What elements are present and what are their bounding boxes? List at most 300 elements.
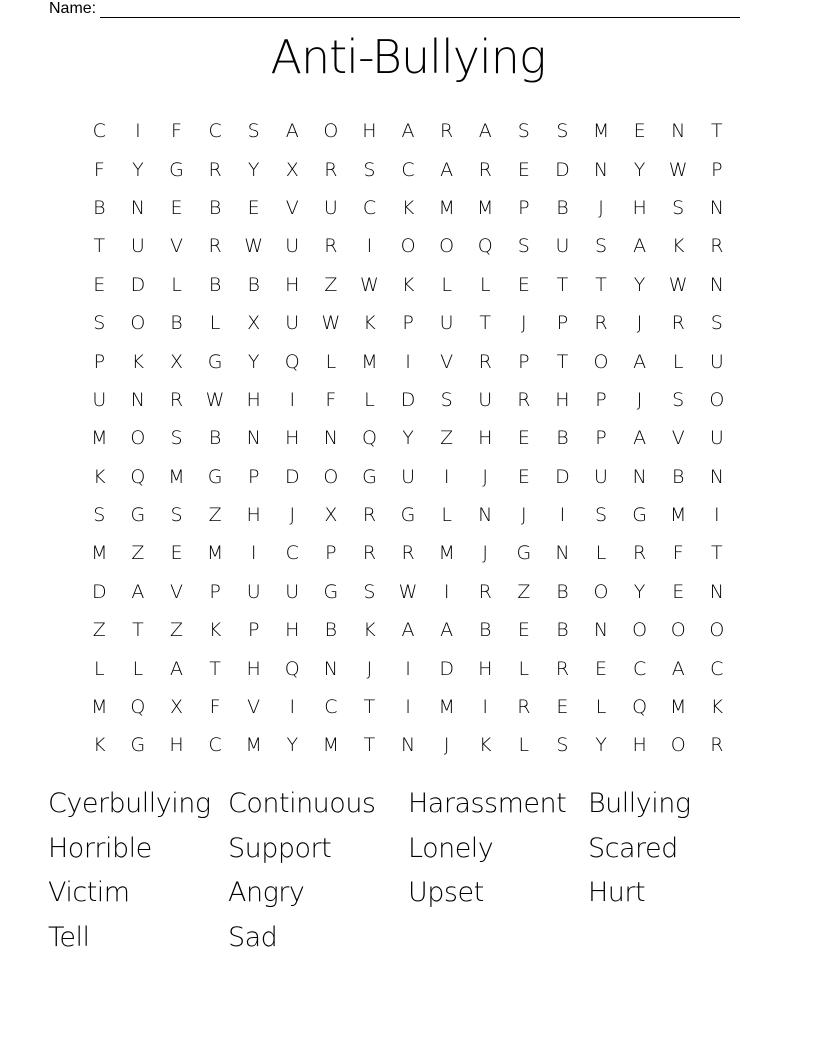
grid-letter: L [209,312,221,335]
grid-letter: R [594,312,608,335]
grid-letter: Y [595,734,607,757]
grid-letter: U [709,350,724,373]
word-bank-item: Scared [588,832,678,864]
grid-letter: B [556,427,569,450]
word-bank-item: Victim [48,877,130,908]
letter-grid [80,112,736,765]
grid-letter: T [363,696,376,719]
grid-letter: R [208,235,222,258]
grid-letter: H [285,427,300,450]
grid-letter: B [93,196,106,219]
grid-letter: B [247,273,260,296]
grid-letter: C [208,120,222,143]
grid-letter: T [556,273,569,296]
grid-letter: E [170,196,183,219]
grid-letter: K [401,273,415,296]
grid-letter: L [595,542,607,565]
grid-letter: B [479,619,492,642]
grid-letter: N [593,158,609,181]
word-bank-item: Horrible [48,832,152,864]
grid-letter: T [479,312,492,335]
grid-letter: T [710,542,723,565]
grid-letter: W [205,388,225,411]
grid-letter: N [130,196,145,219]
grid-letter: P [402,312,414,335]
grid-letter: O [670,734,686,757]
grid-letter: I [405,657,411,680]
grid-letter: P [556,312,569,335]
grid-letter: H [555,388,570,411]
grid-letter: K [401,196,415,219]
grid-letter: F [209,696,221,719]
grid-letter: K [93,465,106,488]
grid-letter: I [559,504,566,527]
grid-letter: H [285,619,300,642]
grid-letter: O [709,619,725,642]
grid-letter: B [671,465,685,488]
grid-letter: N [632,465,647,488]
grid-letter: U [323,196,338,219]
grid-letter: S [170,427,183,450]
grid-letter: B [556,196,569,219]
grid-letter: L [94,657,105,680]
grid-letter: K [93,734,106,757]
grid-letter: R [478,580,492,603]
grid-letter: P [711,158,723,181]
grid-letter: X [285,158,299,181]
grid-letter: I [443,580,450,603]
name-field[interactable] [49,0,740,18]
grid-letter: E [595,657,608,680]
grid-letter: C [92,120,106,143]
grid-letter: G [207,350,223,373]
grid-letter: V [440,350,454,373]
grid-letter: U [246,580,261,603]
grid-letter: H [246,388,261,411]
grid-letter: A [633,235,647,258]
grid-letter: M [592,120,610,143]
grid-letter: P [595,388,607,411]
grid-letter: X [247,312,261,335]
grid-letter: C [401,158,415,181]
grid-letter: N [555,542,570,565]
grid-letter: M [322,734,340,757]
word-bank-item: Upset [408,877,484,908]
grid-letter: Y [402,427,414,450]
grid-letter: Q [284,350,300,373]
grid-letter: H [169,734,184,757]
grid-letter: O [632,619,648,642]
grid-letter: G [130,734,146,757]
grid-letter: O [593,350,609,373]
grid-letter: R [478,158,492,181]
grid-letter: H [285,273,300,296]
grid-letter: Q [284,657,300,680]
grid-letter: D [439,657,454,680]
grid-letter: A [440,619,454,642]
grid-letter: K [363,619,376,642]
grid-letter: I [443,465,450,488]
grid-letter: H [246,657,261,680]
grid-letter: N [709,273,724,296]
grid-letter: S [594,504,608,527]
grid-letter: J [482,542,489,565]
grid-letter: B [208,427,222,450]
grid-letter: Y [633,580,646,603]
grid-letter: H [478,427,493,450]
grid-letter: A [478,120,492,143]
grid-letter: T [556,350,569,373]
page-title: Anti-Bullying [270,30,546,84]
grid-letter: E [556,696,569,719]
grid-letter: S [672,388,685,411]
grid-letter: N [323,427,338,450]
grid-letter: B [324,619,338,642]
grid-letter: T [710,120,723,143]
grid-letter: D [130,273,146,296]
grid-letter: E [517,427,530,450]
grid-letter: S [517,120,530,143]
grid-letter: G [169,158,184,181]
grid-letter: Y [132,158,144,181]
grid-letter: E [247,196,260,219]
grid-letter: L [672,350,684,373]
grid-letter: V [247,696,261,719]
grid-letter: J [289,504,296,527]
word-bank [48,782,788,960]
grid-letter: U [285,235,300,258]
grid-letter: A [285,120,299,143]
grid-letter: N [323,657,338,680]
grid-letter: S [440,388,453,411]
grid-letter: S [556,734,569,757]
grid-letter: U [478,388,493,411]
grid-letter: M [168,465,185,488]
grid-letter: K [671,235,685,258]
grid-letter: P [595,427,607,450]
grid-letter: P [325,542,337,565]
grid-letter: L [132,657,144,680]
grid-letter: C [632,657,647,680]
grid-letter: M [91,427,108,450]
grid-letter: I [250,542,257,565]
grid-letter: U [555,235,570,258]
grid-letter: U [130,235,145,258]
grid-letter: E [93,273,106,296]
grid-letter: K [710,696,724,719]
grid-letter: O [593,580,609,603]
word-bank-item: Tell [48,921,90,953]
grid-letter: R [671,312,685,335]
grid-letter: L [518,734,530,757]
grid-letter: P [518,350,530,373]
grid-letter: G [400,504,416,527]
grid-letter: M [91,696,108,719]
grid-letter: M [670,696,687,719]
grid-letter: Z [208,504,222,527]
grid-letter: M [91,542,108,565]
word-bank-item: Support [228,832,332,864]
grid-letter: W [668,158,688,181]
grid-letter: R [710,734,724,757]
grid-letter: J [443,734,450,757]
grid-letter: F [672,542,684,565]
grid-letter: M [361,350,378,373]
grid-letter: U [285,580,300,603]
grid-letter: R [517,388,531,411]
grid-letter: N [130,388,145,411]
grid-letter: S [93,504,106,527]
grid-letter: N [671,120,686,143]
grid-letter: O [130,312,146,335]
grid-letter: B [556,619,569,642]
grid-letter: R [478,350,492,373]
grid-letter: O [323,120,339,143]
grid-letter: U [285,312,300,335]
grid-letter: G [632,504,647,527]
name-line[interactable] [100,3,740,18]
grid-letter: C [208,734,222,757]
word-bank-item: Harassment [408,788,567,819]
grid-letter: D [91,580,107,603]
grid-letter: A [633,350,647,373]
word-bank-item: Continuous [228,788,376,819]
grid-letter: G [130,504,146,527]
grid-letter: R [555,657,570,680]
grid-letter: Z [169,619,183,642]
grid-letter: N [709,465,724,488]
grid-letter: N [709,196,724,219]
grid-letter: I [289,696,296,719]
grid-letter: R [710,235,724,258]
grid-letter: X [169,350,183,373]
grid-letter: M [438,696,455,719]
grid-letter: J [598,196,604,219]
grid-letter: M [245,734,262,757]
grid-letter: E [517,273,530,296]
grid-letter: I [135,120,141,143]
grid-letter: B [208,273,222,296]
grid-letter: E [517,158,530,181]
grid-letter: U [401,465,415,488]
grid-letter: S [93,312,106,335]
grid-letter: X [169,696,183,719]
grid-letter: I [289,388,296,411]
grid-letter: F [171,120,182,143]
grid-letter: M [438,196,455,219]
grid-letter: C [324,696,338,719]
grid-letter: N [593,619,609,642]
grid-letter: H [362,120,377,143]
grid-letter: D [400,388,416,411]
grid-letter: A [633,427,647,450]
word-bank-item: Cyerbullying [48,788,211,819]
grid-letter: E [517,465,530,488]
grid-letter: A [401,120,415,143]
grid-letter: D [555,158,570,181]
grid-letter: H [246,504,261,527]
grid-letter: R [362,504,377,527]
grid-letter: I [405,350,411,373]
grid-letter: I [366,235,373,258]
grid-letter: Z [131,542,145,565]
grid-letter: L [479,273,491,296]
grid-letter: A [440,158,454,181]
grid-letter: L [595,696,607,719]
grid-letter: M [670,504,687,527]
grid-letter: L [441,504,452,527]
grid-letter: H [632,734,647,757]
grid-letter: C [362,196,377,219]
grid-letter: V [169,580,183,603]
grid-letter: K [131,350,145,373]
grid-letter: U [709,427,724,450]
word-bank-item: Sad [228,921,278,953]
grid-letter: S [517,235,530,258]
grid-letter: L [171,273,182,296]
grid-letter: U [439,312,454,335]
grid-letter: S [672,196,685,219]
grid-letter: M [438,542,455,565]
grid-letter: T [595,273,607,296]
grid-letter: V [285,196,299,219]
grid-letter: K [363,312,376,335]
grid-letter: P [247,619,260,642]
grid-letter: S [710,312,723,335]
grid-letter: W [360,273,379,296]
grid-letter: N [478,504,493,527]
grid-letter: E [633,120,646,143]
grid-letter: M [206,542,224,565]
grid-letter: C [710,657,724,680]
grid-letter: O [400,235,416,258]
grid-letter: T [363,734,376,757]
grid-letter: G [516,542,532,565]
grid-letter: R [324,158,338,181]
grid-letter: E [517,619,530,642]
grid-letter: L [325,350,337,373]
word-bank-item: Angry [228,877,305,908]
grid-letter: R [362,542,377,565]
grid-letter: R [401,542,415,565]
grid-letter: A [671,657,685,680]
grid-letter: P [209,580,221,603]
grid-letter: Y [247,158,260,181]
grid-letter: G [207,465,223,488]
grid-letter: J [521,504,527,527]
grid-letter: R [440,120,454,143]
grid-letter: X [324,504,338,527]
grid-letter: N [400,734,416,757]
grid-letter: U [92,388,107,411]
grid-letter: A [169,657,183,680]
grid-letter: Q [130,696,146,719]
grid-letter: O [439,235,455,258]
grid-letter: W [668,273,688,296]
grid-letter: F [93,158,105,181]
grid-letter: L [441,273,452,296]
word-bank-item: Hurt [588,877,646,908]
grid-letter: R [324,235,338,258]
name-label: Name: [49,0,97,17]
grid-letter: D [284,465,300,488]
grid-letter: O [709,388,725,411]
grid-letter: W [321,312,341,335]
grid-letter: F [325,388,337,411]
grid-letter: A [401,619,415,642]
grid-letter: J [521,312,527,335]
grid-letter: S [363,580,376,603]
grid-letter: I [405,696,411,719]
grid-letter: N [709,580,724,603]
grid-letter: D [555,465,570,488]
grid-letter: C [285,542,299,565]
grid-letter: L [518,657,530,680]
grid-letter: W [398,580,418,603]
grid-letter: A [131,580,145,603]
grid-letter: Z [440,427,454,450]
grid-letter: O [323,465,339,488]
grid-letter: K [479,734,492,757]
grid-letter: K [208,619,222,642]
grid-letter: T [93,235,106,258]
grid-letter: O [130,427,146,450]
grid-letter: R [208,158,222,181]
grid-letter: R [517,696,531,719]
grid-letter: J [636,388,643,411]
grid-letter: J [482,465,489,488]
grid-letter: B [208,196,222,219]
grid-letter: T [209,657,221,680]
grid-letter: W [244,235,264,258]
grid-letter: M [477,196,494,219]
grid-letter: Q [130,465,146,488]
grid-letter: Z [324,273,338,296]
grid-letter: V [671,427,685,450]
grid-letter: B [556,580,569,603]
grid-letter: I [482,696,489,719]
grid-letter: Y [633,158,646,181]
grid-letter: S [247,120,260,143]
grid-letter: I [713,504,720,527]
grid-letter: R [169,388,184,411]
grid-letter: Q [632,696,648,719]
grid-letter: Q [361,427,377,450]
grid-letter: P [247,465,260,488]
grid-letter: U [594,465,608,488]
grid-letter: P [93,350,106,373]
grid-letter: J [636,312,643,335]
grid-letter: S [594,235,608,258]
grid-letter: P [518,196,530,219]
grid-letter: S [170,504,183,527]
grid-letter: Z [92,619,106,642]
grid-letter: E [672,580,685,603]
grid-letter: O [670,619,686,642]
grid-letter: Q [477,235,493,258]
grid-letter: G [362,465,377,488]
word-bank-item: Lonely [408,832,494,864]
grid-letter: L [364,388,375,411]
grid-letter: T [132,619,144,642]
word-bank-item: Bullying [588,788,691,819]
grid-letter: E [170,542,183,565]
grid-letter: H [632,196,647,219]
grid-letter: B [170,312,183,335]
grid-letter: Y [633,273,646,296]
grid-letter: Y [247,350,260,373]
grid-letter: Y [286,734,299,757]
